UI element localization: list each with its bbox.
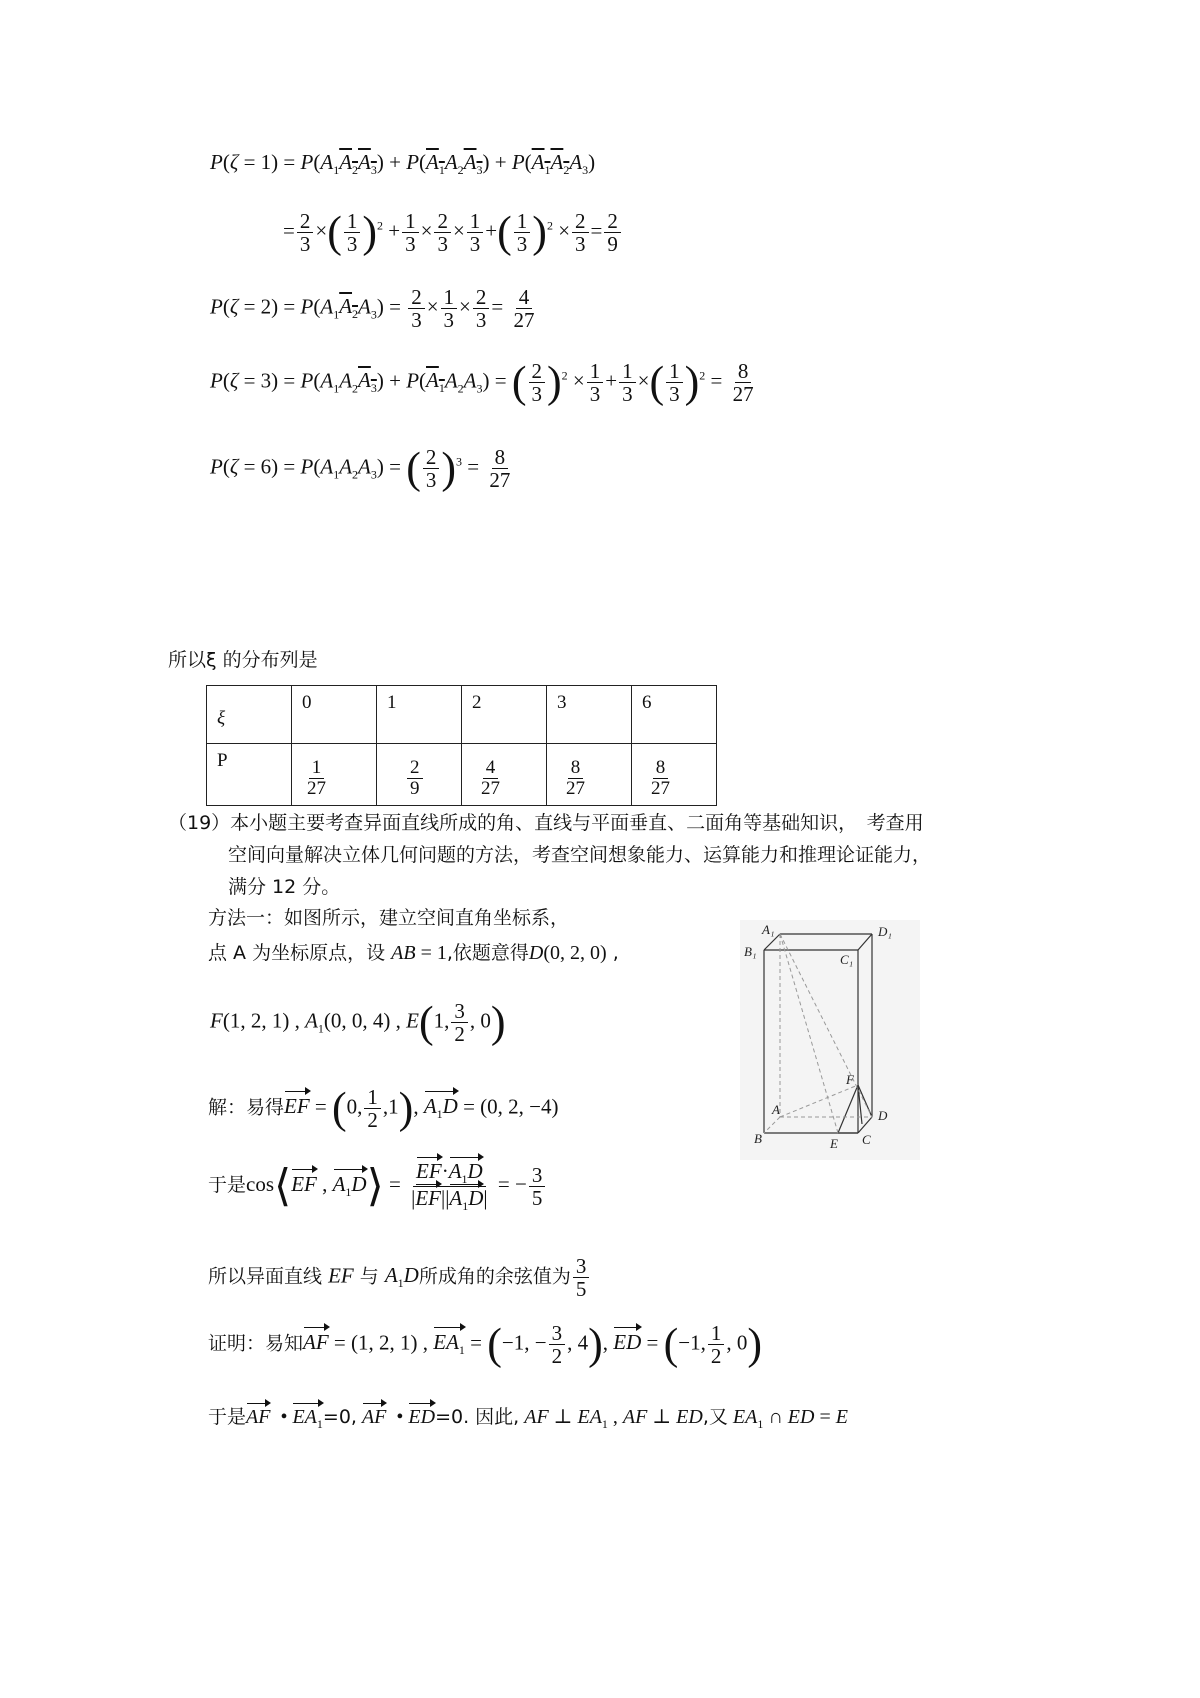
q19-line1: （19）本小题主要考查异面直线所成的角、直线与平面垂直、二面角等基础知识， 考查用 <box>168 812 924 834</box>
conclusion-b: 与 <box>359 1265 379 1288</box>
q19-line3: 满分 12 分。 <box>228 876 341 898</box>
fraction-den: 27 <box>481 777 500 799</box>
final-d: ,又 <box>702 1406 728 1428</box>
label-C1: C₁ <box>840 952 854 967</box>
table-cell-p: P <box>217 750 228 771</box>
fraction-num: 8 <box>653 758 669 779</box>
cos-line: 于是cos⟨EF , $A_1D⟩$ = $\frac{EF\cdot A_1D}{|EF||A_1D|}$ = − $\frac{3}{5}$ <box>208 1160 547 1213</box>
proof-label: 证明：易知 <box>208 1332 304 1355</box>
fraction-num: 4 <box>483 758 499 779</box>
table-cell: 3 <box>557 692 567 713</box>
fraction-den: 9 <box>410 777 420 799</box>
label-A: A <box>772 1102 780 1117</box>
final-c: =0. 因此, <box>435 1406 520 1428</box>
table-cell: 2 <box>472 692 482 713</box>
solve-line: 解：易得EF = (0, $\frac{1}{2}$ ,1), $A_1D = (0$, 2, −4) <box>208 1083 559 1133</box>
conclusion-line: 所以异面直线 EF 与 $A_1D$所成角的余弦值为 $\frac{3}{5}$ <box>208 1255 591 1300</box>
fraction-den: 27 <box>651 777 670 799</box>
equation-p1-line1: $P(\zeta = 1) = P(A_1A_2A_3) + P(A_1A_2A_3) + P(A_1A_2A_3)$ <box>210 150 596 178</box>
points-line: F(1, 2, 1) , $A_1(0$, 0, 4) , E(1, $\frac{3}{2}$ , 0) <box>210 997 506 1047</box>
fraction-num: 1 <box>309 758 325 779</box>
equation-p6: $P(\zeta = 6) = P(A_1A_2A_3)$ = ( $\frac{2}{3}$ )$^3$ = $\frac{8}{27}$ <box>210 443 511 493</box>
distribution-intro: 所以ξ 的分布列是 <box>168 649 318 671</box>
label-D: D <box>878 1108 888 1123</box>
final-b: =0, <box>322 1406 357 1428</box>
origin-text: 点 A 为坐标原点，设 <box>208 942 386 964</box>
table-row-header <box>207 686 717 744</box>
proof-line: 证明：易知AF = (1, 2, 1) , $EA_1 = (-1$, − $\frac{3}{2}$ , 4), ED = (−1, $\frac{1}{2}$ , 0) <box>208 1319 763 1369</box>
fraction-den: 27 <box>566 777 585 799</box>
label-A1: A₁ <box>762 922 775 937</box>
fraction-num: 2 <box>407 758 423 779</box>
equation-p2: $P(\zeta = 2) = P(A_1A_2A_3)$ = $\frac{2}{3}$ × $\frac{1}{3}$ × $\frac{2}{3}$ = $\frac{4}{27}$ <box>210 285 535 333</box>
label-E: E <box>830 1136 838 1151</box>
prism-figure <box>740 920 920 1160</box>
label-F: F <box>846 1072 854 1087</box>
table-cell: 0 <box>302 692 312 713</box>
table-cell: 1 <box>387 692 397 713</box>
q19-line2: 空间向量解决立体几何问题的方法，考查空间想象能力、运算能力和推理论证能力， <box>228 844 932 866</box>
equation-p1-line2: = $\frac{2}{3}$ ×( $\frac{1}{3}$ )$^2$ + $\frac{1}{3}$ × $\frac{2}{3}$ × $\frac{1}{3}$ +( $\frac{1}{3}$ )$^2$ × $\frac{2}{3}$ = $\frac{2}{9}$ <box>283 210 623 255</box>
table-row-p <box>207 744 717 806</box>
distribution-table <box>206 685 717 806</box>
solve-label: 解：易得 <box>208 1096 285 1119</box>
conclusion-c: 所成角的余弦值为 <box>418 1265 571 1288</box>
fraction-num: 8 <box>568 758 584 779</box>
label-B: B <box>754 1131 762 1146</box>
final-a: 于是 <box>208 1406 247 1428</box>
final-line: 于是AF • $EA_1=0$, AF • ED=0. 因此, AF ⊥ $EA_1$ , AF ⊥ ED,又 $EA_1$ ∩ ED = E <box>208 1406 848 1431</box>
q19-origin-line: 点 A 为坐标原点，设 AB = 1,依题意得D(0, 2, 0) , <box>208 942 619 964</box>
label-D1: D₁ <box>878 924 892 939</box>
equation-p3: $P(\zeta = 3) = P(A_1A_2A_3) + P(A_1A_2A_3)$ = ( $\frac{2}{3}$ )$^2$ × $\frac{1}{3}$ + $\frac{1}{3}$ ×( $\frac{1}{3}$ )$^2$ = $\frac{8}{27}$ <box>210 357 754 407</box>
label-C: C <box>862 1132 871 1147</box>
q19-method: 方法一：如图所示，建立空间直角坐标系， <box>208 907 570 929</box>
therefore-label: 于是 <box>208 1174 247 1197</box>
origin-mid-text: ,依题意得 <box>446 942 529 964</box>
prism-diagram <box>740 920 920 1160</box>
conclusion-a: 所以异面直线 <box>208 1265 323 1288</box>
table-cell-xi: ξ <box>217 708 226 729</box>
label-B1: B₁ <box>744 944 757 959</box>
fraction-den: 27 <box>307 777 326 799</box>
table-cell: 6 <box>642 692 652 713</box>
